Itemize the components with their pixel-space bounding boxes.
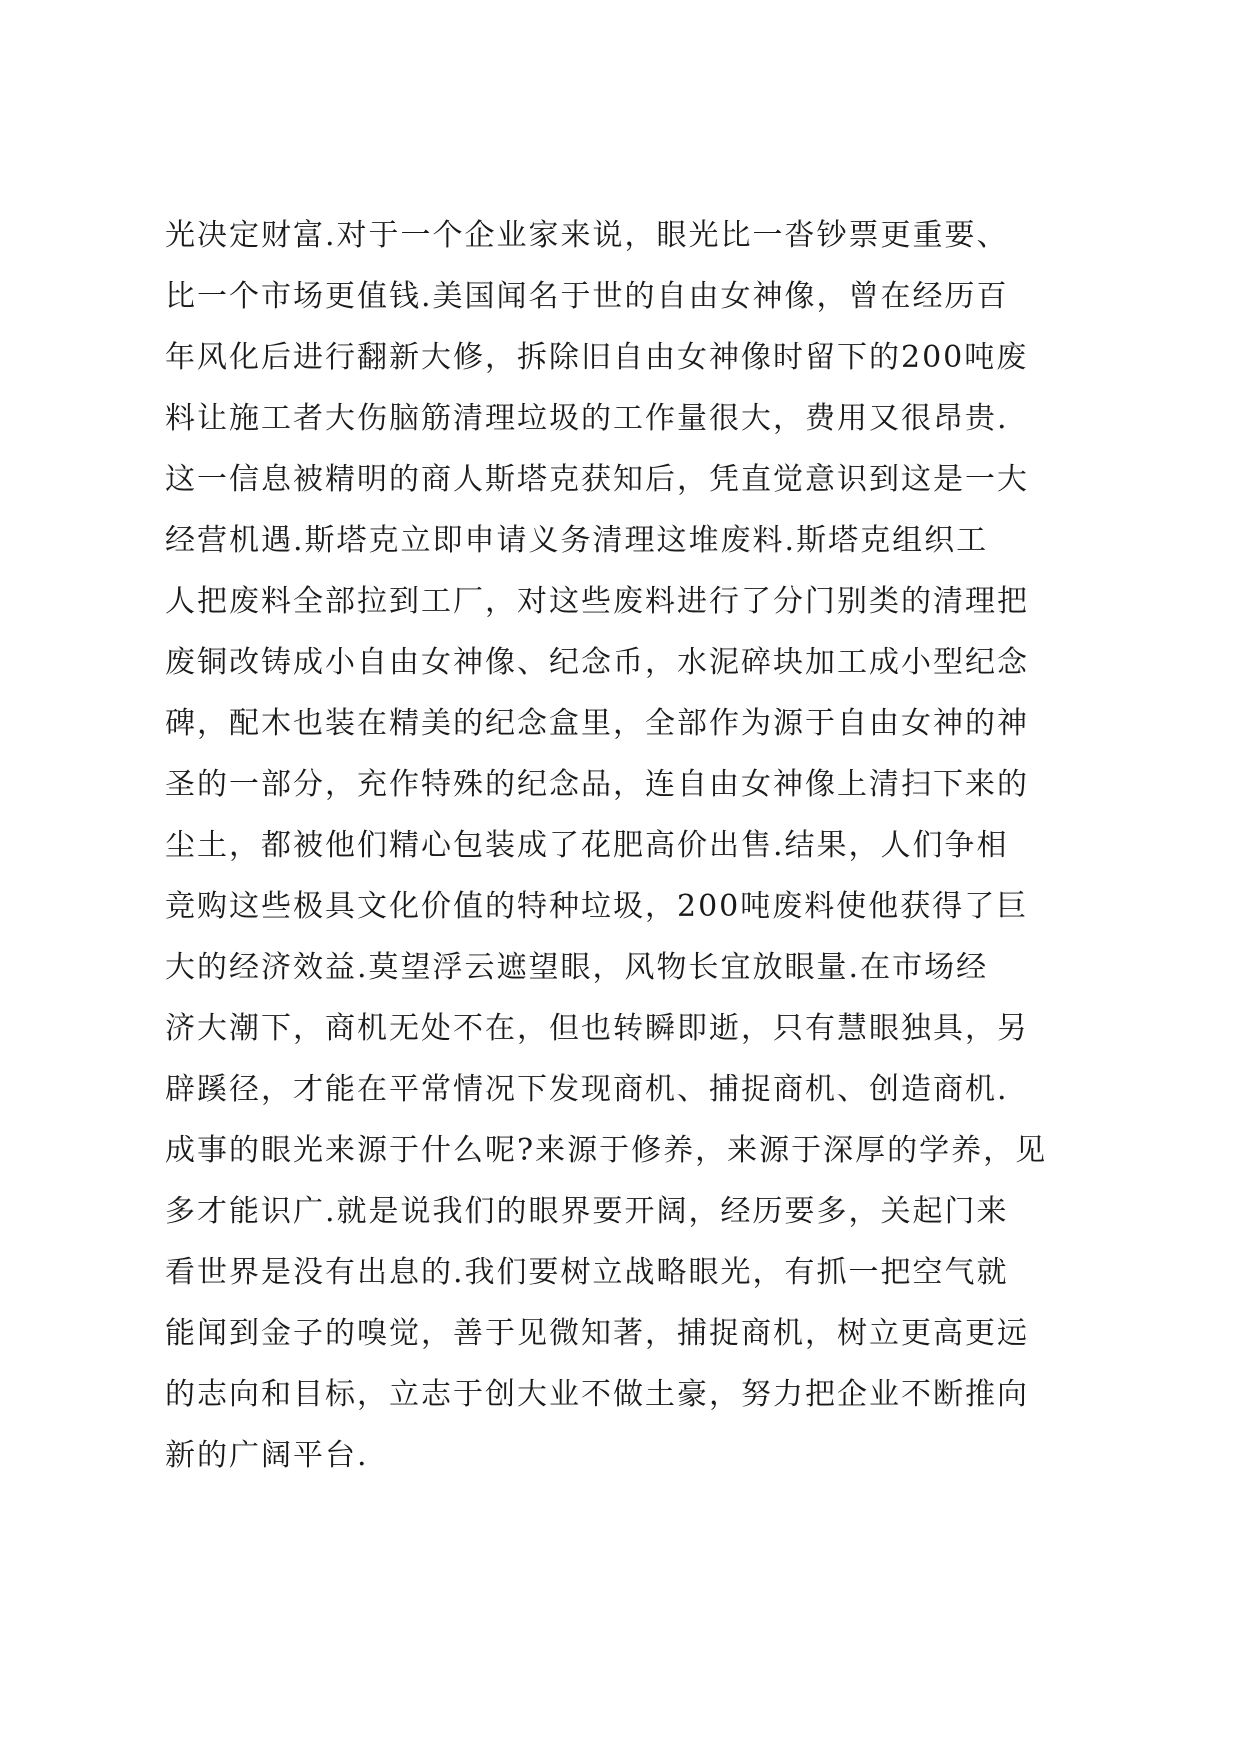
text-line: 这一信息被精明的商人斯塔克获知后，凭直觉意识到这是一大	[165, 462, 1029, 497]
text-line: 辟蹊径，才能在平常情况下发现商机、捕捉商机、创造商机.	[165, 1072, 1009, 1107]
text-line: 能闻到金子的嗅觉，善于见微知著，捕捉商机，树立更高更远	[165, 1316, 1029, 1351]
text-line: 大的经济效益.莫望浮云遮望眼，风物长宜放眼量.在市场经	[165, 950, 989, 985]
text-line: 的志向和目标，立志于创大业不做土豪，努力把企业不断推向	[165, 1377, 1029, 1412]
text-line: 竞购这些极具文化价值的特种垃圾，200吨废料使他获得了巨	[165, 889, 1029, 924]
text-line: 碑，配木也装在精美的纪念盒里，全部作为源于自由女神的神	[165, 706, 1029, 741]
text-line: 年风化后进行翻新大修，拆除旧自由女神像时留下的200吨废	[165, 340, 1029, 375]
text-line: 人把废料全部拉到工厂，对这些废料进行了分门别类的清理把	[165, 584, 1029, 619]
text-line: 废铜改铸成小自由女神像、纪念币，水泥碎块加工成小型纪念	[165, 645, 1029, 680]
text-line: 成事的眼光来源于什么呢?来源于修养，来源于深厚的学养，见	[165, 1133, 1048, 1168]
text-line: 多才能识广.就是说我们的眼界要开阔，经历要多，关起门来	[165, 1194, 1009, 1229]
text-line: 新的广阔平台.	[165, 1438, 369, 1473]
text-line: 济大潮下，商机无处不在，但也转瞬即逝，只有慧眼独具，另	[165, 1011, 1029, 1046]
text-line: 料让施工者大伤脑筋清理垃圾的工作量很大，费用又很昂贵.	[165, 401, 1009, 436]
text-line: 看世界是没有出息的.我们要树立战略眼光，有抓一把空气就	[165, 1255, 1009, 1290]
body-text	[165, 205, 1095, 1486]
text-line: 尘土，都被他们精心包装成了花肥高价出售.结果，人们争相	[165, 828, 1009, 863]
text-line: 光决定财富.对于一个企业家来说，眼光比一沓钞票更重要、	[165, 218, 1009, 253]
text-line: 比一个市场更值钱.美国闻名于世的自由女神像，曾在经历百	[165, 279, 1009, 314]
text-line: 经营机遇.斯塔克立即申请义务清理这堆废料.斯塔克组织工	[165, 523, 989, 558]
text-line: 圣的一部分，充作特殊的纪念品，连自由女神像上清扫下来的	[165, 767, 1029, 802]
